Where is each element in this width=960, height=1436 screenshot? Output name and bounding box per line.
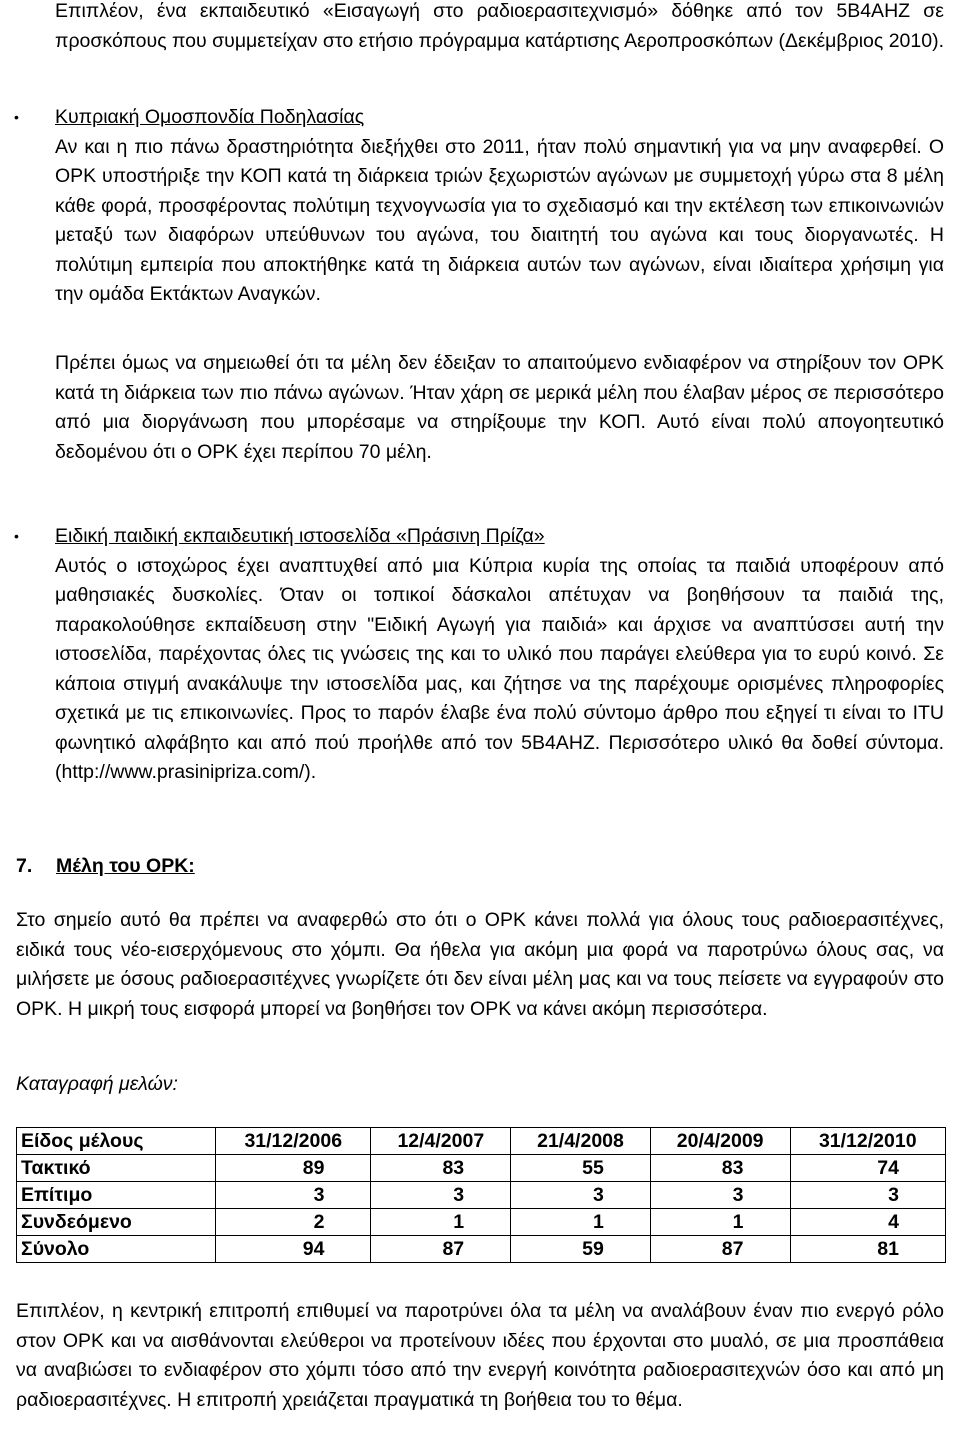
member-count-cell: 1 [371, 1209, 511, 1236]
member-count-cell: 83 [650, 1155, 790, 1182]
member-count-cell: 87 [371, 1236, 511, 1263]
table-header-cell: 21/4/2008 [511, 1128, 651, 1155]
cycling-paragraph-2: Πρέπει όμως να σημειωθεί ότι τα μέλη δεν έδειξαν το απαιτούμενο ενδιαφέρον να στηρίξουν τον ΟΡΚ κατά τη διάρκεια των πιο πάνω αγώνων. Ήταν χάρη σε μερικά μέλη που έλαβαν μέρος σε περισσότερο από μια διοργάνωση που μπορέσαμε να στηρίξουμε την ΚΟΠ. Αυτό είναι πολύ απογοητευτικό δεδομένου ότι ο ΟΡΚ έχει περίπου 70 μέλη. [55, 352, 944, 463]
member-type-cell: Τακτικό [17, 1155, 216, 1182]
cycling-paragraph-1: Αν και η πιο πάνω δραστηριότητα διεξήχθει στο 2011, ήταν πολύ σημαντική για να μην αναφερθεί. Ο ΟΡΚ υποστήριξε την ΚΟΠ κατά τη διάρκεια τριών ξεχωριστών αγώνων με συμμετοχή γύρω στα 8 μέλη κάθε φορά, προσφέροντας πολύτιμη τεχνογνωσία για το σχεδιασμό και την εκτέλεση των επικοινωνιών μεταξύ των διαφόρων υπεύθυνων του αγώνα, του διαιτητή του αγώνα και τους διοργανωτές. Η πολύτιμη εμπειρία που αποκτήθηκε κατά τη διάρκεια αυτών των αγώνων, είναι ιδιαίτερα χρήσιμη για την ομάδα Εκτάκτων Αναγκών. [55, 135, 944, 305]
member-count-cell: 83 [371, 1155, 511, 1182]
prasini-priza-paragraph: Αυτός ο ιστοχώρος έχει αναπτυχθεί από μια Κύπρια κυρία της οποίας τα παιδιά υποφέρουν από μαθησιακές δυσκολίες. Όταν οι τοπικοί δάσκαλοι απέτυχαν να βοηθήσουν τα παιδιά της, παρακολούθησε εκπαίδευση στην "Ειδική Αγωγή για παιδιά» και άρχισε να αναπτύσσει αυτή την ιστοσελίδα, παρέχοντας όλες τις γνώσεις της και το υλικό που παράγει ελεύθερα για το ευρύ κοινό. Σε κάποια στιγμή ανακάλυψε την ιστοσελίδα μας, και ζήτησε να της παρέχουμε ορισμένες πληροφορίες σχετικά με τις επικοινωνίες. Προς το παρόν έλαβε ένα πολύ σύντομο άρθρο που εξηγεί τι είναι το ITU φωνητικό αλφάβητο και από πού προήλθε από τον 5B4AHZ. Περισσότερο υλικό θα δοθεί σύντομα. (http://www.prasinipriza.com/). [55, 554, 944, 783]
bullet-title-cycling: Κυπριακή Ομοσπονδία Ποδηλασίας [55, 106, 365, 128]
member-count-cell: 94 [216, 1236, 371, 1263]
member-count-cell: 1 [511, 1209, 651, 1236]
member-count-cell: 89 [216, 1155, 371, 1182]
table-row [17, 1155, 946, 1182]
table-row [17, 1182, 946, 1209]
member-count-cell: 3 [216, 1182, 371, 1209]
member-type-cell: Σύνολο [17, 1236, 216, 1263]
bullet-marker: • [14, 528, 19, 544]
table-header-cell: 31/12/2010 [790, 1128, 946, 1155]
section-title: Μέλη του ΟΡΚ: [56, 855, 195, 877]
intro-paragraph: Επιπλέον, ένα εκπαιδευτικό «Εισαγωγή στο ραδιοερασιτεχνισμό» δόθηκε από τον 5B4AHZ σε προσκόπους που συμμετείχαν στο ετήσιο πρόγραμμα κατάρτισης Αεροπροσκόπων (Δεκέμβριος 2010). [55, 0, 945, 52]
member-count-cell: 3 [790, 1182, 946, 1209]
members-paragraph: Στο σημείο αυτό θα πρέπει να αναφερθώ στο ότι ο ΟΡΚ κάνει πολλά για όλους τους ραδιοερασιτέχνες, ειδικά τους νέο-εισερχόμενους στο χόμπι. Θα ήθελα για ακόμη μια φορά να παροτρύνω όλους σας, να μιλήσετε με όσους ραδιοερασιτέχνες γνωρίζετε ότι δεν είναι μέλη μας και να τους πείσετε να εγγραφούν στο ΟΡΚ. Η μικρή τους εισφορά μπορεί να βοηθήσει τον ΟΡΚ να κάνει ακόμη περισσότερα. [16, 909, 944, 1020]
section-7-heading [16, 852, 195, 882]
closing-paragraph: Επιπλέον, η κεντρική επιτροπή επιθυμεί να παροτρύνει όλα τα μέλη να αναλάβουν έναν πιο ενεργό ρόλο στον ΟΡΚ και να αισθάνονται ελεύθεροι να προτείνουν ιδέες που έρχονται στο μυαλό, σε μια προσπάθεια να αναβιώσει το ενδιαφέρον στο χόμπι τόσο από την ενεργή κοινότητα ραδιοερασιτεχνών όσο και από μη ραδιοερασιτέχνες. Η επιτροπή χρειάζεται πραγματικά τη βοήθεια του το θέμα. [16, 1300, 944, 1411]
member-count-cell: 3 [650, 1182, 790, 1209]
member-count-cell: 55 [511, 1155, 651, 1182]
member-count-cell: 2 [216, 1209, 371, 1236]
member-count-cell: 3 [371, 1182, 511, 1209]
table-header-cell: 12/4/2007 [371, 1128, 511, 1155]
table-header-cell: 20/4/2009 [650, 1128, 790, 1155]
table-row [17, 1236, 946, 1263]
table-row [17, 1209, 946, 1236]
table-header-cell: Είδος μέλους [17, 1128, 216, 1155]
members-table [16, 1127, 946, 1263]
table-header-cell: 31/12/2006 [216, 1128, 371, 1155]
member-count-cell: 59 [511, 1236, 651, 1263]
bullet-prasini-priza [55, 522, 944, 788]
member-type-cell: Συνδεόμενο [17, 1209, 216, 1236]
member-count-cell: 74 [790, 1155, 946, 1182]
table-header-row [17, 1128, 946, 1155]
bullet-title-prasini-priza: Ειδική παιδική εκπαιδευτική ιστοσελίδα «Πράσινη Πρίζα» [55, 525, 545, 547]
section-number: 7. [16, 855, 33, 877]
registry-label: Καταγραφή μελών: [16, 1073, 178, 1095]
member-type-cell: Επίτιμο [17, 1182, 216, 1209]
member-count-cell: 1 [650, 1209, 790, 1236]
member-count-cell: 4 [790, 1209, 946, 1236]
member-count-cell: 3 [511, 1182, 651, 1209]
bullet-cycling-federation [55, 103, 944, 310]
bullet-marker: • [14, 109, 19, 125]
member-count-cell: 81 [790, 1236, 946, 1263]
member-count-cell: 87 [650, 1236, 790, 1263]
